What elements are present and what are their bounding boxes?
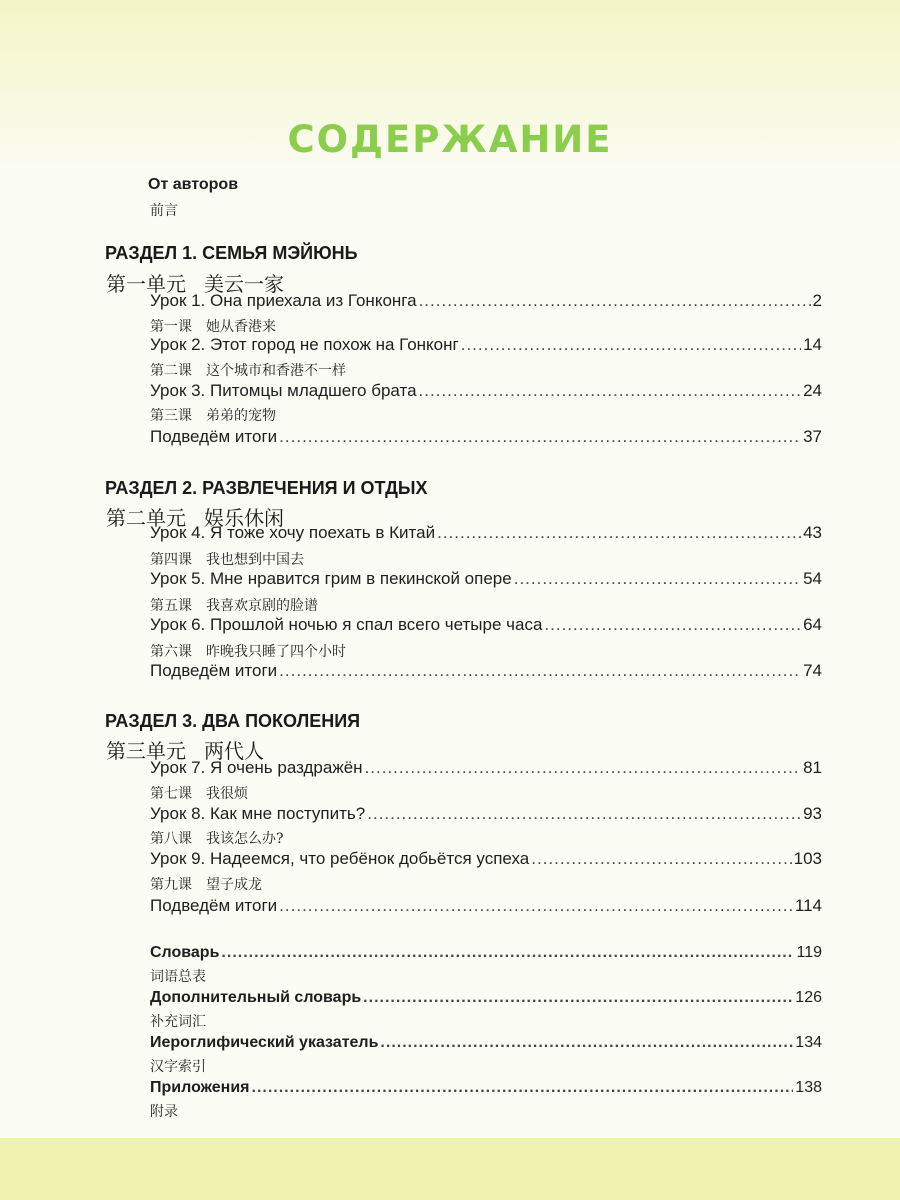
unit-1-name: 美云一家 (204, 272, 284, 296)
toc-entry-lesson-3[interactable] (150, 380, 822, 402)
lesson-7-chinese: 第七课 我很烦 (150, 786, 248, 802)
extra-dictionary-title: Дополнительный словарь (150, 989, 362, 1006)
lesson-9-page: 103 (793, 849, 822, 868)
dot-leader (544, 614, 801, 636)
section-2-title: РАЗДЕЛ 2. РАЗВЛЕЧЕНИЯ И ОТДЫХ (105, 478, 428, 498)
dot-leader (437, 522, 801, 544)
dictionary-page: 119 (796, 944, 822, 961)
lesson-4-title: Урок 4. Я тоже хочу поехать в Китай (150, 523, 436, 542)
appendices-title: Приложения (150, 1079, 250, 1096)
dot-leader (365, 757, 802, 779)
lesson-2-title: Урок 2. Этот город не похож на Гонконг (150, 335, 459, 354)
toc-entry-lesson-2[interactable] (150, 334, 822, 356)
toc-entry-summary-1[interactable] (150, 426, 822, 448)
toc-entry-extra-dictionary[interactable] (150, 987, 822, 1009)
lesson-9-chinese: 第九课 望子成龙 (150, 877, 262, 893)
lesson-1-chinese: 第一课 她从香港来 (150, 319, 276, 335)
lesson-8-chinese: 第八课 我该怎么办? (150, 831, 284, 847)
lesson-6-title: Урок 6. Прошлой ночью я спал всего четыре часа (150, 615, 543, 634)
toc-entry-lesson-7[interactable] (150, 757, 822, 779)
toc-entry-lesson-5[interactable] (150, 568, 822, 590)
page-title: СОДЕРЖАНИЕ (287, 118, 613, 161)
lesson-8-title: Урок 8. Как мне поступить? (150, 804, 366, 823)
toc-entry-lesson-4[interactable] (150, 522, 822, 544)
dot-leader (419, 290, 811, 312)
extra-dictionary-chinese: 补充词汇 (150, 1014, 206, 1030)
toc-entry-lesson-1[interactable] (150, 290, 822, 312)
unit-1-label: 第一单元 (106, 272, 186, 296)
summary-1-title: Подведём итоги (150, 427, 278, 446)
unit-2-label: 第二单元 (106, 506, 186, 530)
toc-entry-lesson-6[interactable] (150, 614, 822, 636)
lesson-1-page: 2 (812, 291, 822, 310)
dictionary-chinese: 词语总表 (150, 969, 206, 985)
preface-chinese: 前言 (150, 203, 178, 219)
lesson-2-page: 14 (803, 335, 822, 354)
lesson-7-title: Урок 7. Я очень раздражён (150, 758, 363, 777)
lesson-8-page: 93 (803, 804, 822, 823)
lesson-9-title: Урок 9. Надеемся, что ребёнок добьётся успеха (150, 849, 530, 868)
lesson-2-chinese: 第二课 这个城市和香港不一样 (150, 363, 346, 379)
lesson-6-page: 64 (803, 615, 822, 634)
character-index-title: Иероглифический указатель (150, 1034, 379, 1051)
unit-2-name: 娱乐休闲 (204, 506, 284, 530)
toc-entry-summary-2[interactable] (150, 660, 822, 682)
lesson-3-title: Урок 3. Питомцы младшего брата (150, 381, 417, 400)
summary-1-page: 37 (803, 427, 822, 446)
footer-tint (0, 1138, 900, 1200)
extra-dictionary-page: 126 (795, 989, 822, 1006)
appendices-page: 138 (795, 1079, 822, 1096)
lesson-3-page: 24 (803, 381, 822, 400)
toc-entry-appendices[interactable] (150, 1077, 822, 1099)
summary-2-title: Подведём итоги (150, 661, 278, 680)
appendices-chinese: 附录 (150, 1104, 178, 1120)
dot-leader (380, 1032, 793, 1054)
lesson-7-page: 81 (803, 758, 822, 777)
lesson-1-title: Урок 1. Она приехала из Гонконга (150, 291, 417, 310)
toc-entry-character-index[interactable] (150, 1032, 822, 1054)
preface-heading: От авторов (148, 176, 239, 193)
dot-leader (221, 942, 794, 964)
section-3-title: РАЗДЕЛ 3. ДВА ПОКОЛЕНИЯ (105, 711, 361, 731)
character-index-page: 134 (795, 1034, 822, 1051)
unit-3-label: 第三单元 (106, 739, 186, 763)
toc-entry-summary-3[interactable] (150, 895, 822, 917)
toc-entry-dictionary[interactable] (150, 942, 822, 964)
summary-3-page: 114 (794, 896, 822, 915)
lesson-5-page: 54 (803, 569, 822, 588)
dot-leader (363, 987, 793, 1009)
toc-entry-lesson-8[interactable] (150, 803, 822, 825)
summary-3-title: Подведём итоги (150, 896, 278, 915)
unit-3-name: 两代人 (204, 739, 264, 763)
section-1-title: РАЗДЕЛ 1. СЕМЬЯ МЭЙЮНЬ (105, 243, 358, 263)
lesson-6-chinese: 第六课 昨晚我只睡了四个小时 (150, 644, 346, 660)
toc-entry-lesson-9[interactable] (150, 848, 822, 870)
dot-leader (514, 568, 801, 590)
dictionary-title: Словарь (150, 944, 220, 961)
dot-leader (279, 895, 793, 917)
lesson-4-chinese: 第四课 我也想到中国去 (150, 552, 304, 568)
character-index-chinese: 汉字索引 (150, 1059, 206, 1075)
dot-leader (279, 426, 801, 448)
summary-2-page: 74 (803, 661, 822, 680)
lesson-4-page: 43 (803, 523, 822, 542)
dot-leader (531, 848, 791, 870)
dot-leader (461, 334, 801, 356)
dot-leader (252, 1077, 794, 1099)
lesson-3-chinese: 第三课 弟弟的宠物 (150, 408, 276, 424)
lesson-5-chinese: 第五课 我喜欢京剧的脸谱 (150, 598, 318, 614)
dot-leader (419, 380, 802, 402)
lesson-5-title: Урок 5. Мне нравится грим в пекинской опере (150, 569, 512, 588)
dot-leader (279, 660, 801, 682)
dot-leader (367, 803, 801, 825)
